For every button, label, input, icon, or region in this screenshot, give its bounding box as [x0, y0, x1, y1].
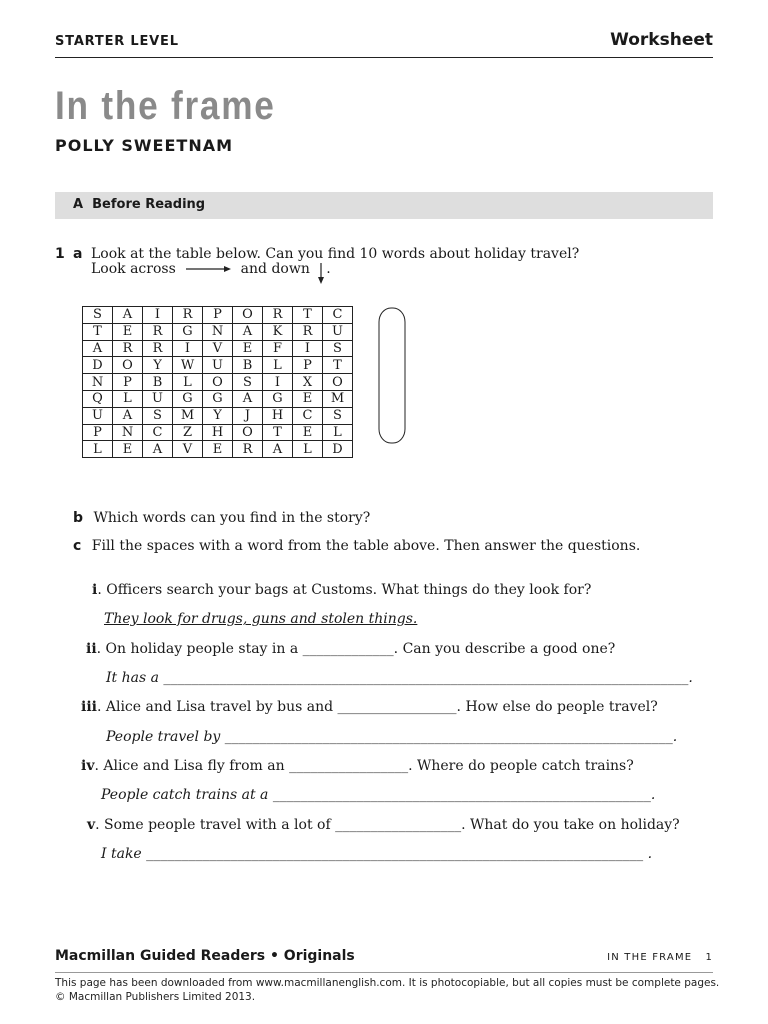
roman-numeral: iii: [81, 699, 97, 715]
grid-cell: N: [113, 424, 143, 441]
grid-cell: S: [83, 307, 113, 324]
grid-cell: E: [113, 323, 143, 340]
grid-cell: G: [173, 390, 203, 407]
subquestion-ii: [86, 641, 615, 657]
footer-title: IN THE FRAME: [607, 952, 693, 963]
subquestion-iv: [81, 758, 634, 774]
grid-cell: S: [143, 407, 173, 424]
grid-cell: I: [143, 307, 173, 324]
grid-cell: Z: [173, 424, 203, 441]
grid-cell: G: [203, 390, 233, 407]
grid-cell: K: [263, 323, 293, 340]
grid-cell: P: [293, 357, 323, 374]
answer-ii: It has a ___________________________________________________________________________.: [106, 670, 693, 686]
sentence-period: .: [326, 261, 331, 277]
grid-cell: N: [83, 374, 113, 391]
grid-cell: G: [263, 390, 293, 407]
grid-row: [83, 424, 353, 441]
grid-cell: L: [263, 357, 293, 374]
author-name: POLLY SWEETNAM: [55, 136, 234, 155]
page-footer: [607, 952, 713, 963]
grid-cell: L: [323, 424, 353, 441]
header-divider: [55, 57, 713, 58]
grid-row: [83, 340, 353, 357]
grid-cell: P: [83, 424, 113, 441]
grid-cell: I: [293, 340, 323, 357]
grid-cell: B: [143, 374, 173, 391]
legal-line-2: © Macmillan Publishers Limited 2013.: [55, 991, 256, 1003]
roman-numeral: v: [87, 817, 96, 833]
arrow-right-icon: [184, 264, 232, 274]
grid-cell: I: [173, 340, 203, 357]
word-search-grid: [82, 306, 353, 458]
grid-cell: Y: [143, 357, 173, 374]
grid-cell: O: [233, 307, 263, 324]
grid-cell: S: [233, 374, 263, 391]
subquestion-text: . On holiday people stay in a _____________. Can you describe a good one?: [96, 641, 616, 657]
part-c-label: c: [73, 538, 82, 554]
grid-cell: X: [293, 374, 323, 391]
grid-cell: W: [173, 357, 203, 374]
down-text: and down: [240, 261, 310, 277]
grid-cell: I: [263, 374, 293, 391]
grid-cell: V: [173, 441, 203, 458]
question-1a-line1: Look at the table below. Can you find 10 words about holiday travel?: [91, 246, 580, 262]
section-letter: A: [73, 197, 84, 212]
grid-cell: O: [233, 424, 263, 441]
grid-row: [83, 374, 353, 391]
grid-cell: R: [173, 307, 203, 324]
grid-cell: R: [143, 323, 173, 340]
section-heading: [73, 197, 205, 212]
subquestion-i: [92, 582, 591, 598]
part-b-text: Which words can you find in the story?: [93, 510, 371, 526]
grid-cell: A: [113, 307, 143, 324]
grid-row: [83, 357, 353, 374]
grid-cell: D: [323, 441, 353, 458]
level-label: STARTER LEVEL: [55, 34, 179, 49]
grid-cell: T: [323, 357, 353, 374]
grid-cell: L: [293, 441, 323, 458]
grid-cell: R: [263, 307, 293, 324]
subquestion-text: . Officers search your bags at Customs. What things do they look for?: [97, 582, 592, 598]
grid-cell: C: [143, 424, 173, 441]
grid-cell: U: [203, 357, 233, 374]
grid-cell: E: [293, 390, 323, 407]
answer-i: They look for drugs, guns and stolen things.: [104, 611, 418, 627]
grid-cell: L: [113, 390, 143, 407]
footer-divider: [55, 972, 713, 973]
grid-cell: O: [203, 374, 233, 391]
grid-cell: G: [173, 323, 203, 340]
grid-cell: H: [263, 407, 293, 424]
grid-cell: U: [83, 407, 113, 424]
subquestion-iii: [81, 699, 658, 715]
legal-line-1: This page has been downloaded from www.macmillanenglish.com. It is photocopiable, but all copies must be complete pages.: [55, 977, 720, 989]
subquestion-v: [87, 817, 680, 833]
grid-cell: E: [203, 441, 233, 458]
grid-cell: A: [83, 340, 113, 357]
grid-cell: A: [233, 323, 263, 340]
grid-cell: R: [113, 340, 143, 357]
grid-cell: A: [233, 390, 263, 407]
grid-cell: F: [263, 340, 293, 357]
question-1a-label: [73, 247, 82, 262]
grid-cell: M: [323, 390, 353, 407]
grid-cell: T: [83, 323, 113, 340]
grid-row: [83, 307, 353, 324]
grid-cell: V: [203, 340, 233, 357]
grid-cell: U: [323, 323, 353, 340]
grid-cell: M: [173, 407, 203, 424]
grid-cell: L: [173, 374, 203, 391]
grid-row: [83, 323, 353, 340]
grid-cell: Y: [203, 407, 233, 424]
across-text: Look across: [91, 261, 176, 277]
question-1b: [73, 511, 370, 526]
grid-cell: B: [233, 357, 263, 374]
grid-cell: L: [83, 441, 113, 458]
worksheet-label: Worksheet: [610, 30, 713, 50]
section-bar: [55, 192, 713, 219]
roman-numeral: ii: [86, 641, 97, 657]
grid-cell: A: [113, 407, 143, 424]
subquestion-text: . Alice and Lisa travel by bus and _________________. How else do people travel?: [96, 699, 658, 715]
grid-row: [83, 441, 353, 458]
roman-numeral: iv: [81, 758, 95, 774]
series-name: Macmillan Guided Readers • Originals: [55, 948, 355, 964]
grid-cell: R: [233, 441, 263, 458]
grid-cell: E: [233, 340, 263, 357]
grid-cell: A: [263, 441, 293, 458]
grid-cell: P: [203, 307, 233, 324]
grid-cell: E: [293, 424, 323, 441]
grid-cell: Q: [83, 390, 113, 407]
section-label: Before Reading: [92, 197, 206, 212]
answer-v: I take _______________________________________________________________________ .: [101, 846, 653, 862]
customs-circle: [377, 306, 409, 446]
grid-cell: N: [203, 323, 233, 340]
subquestion-text: . Alice and Lisa fly from an _________________. Where do people catch trains?: [94, 758, 634, 774]
page-number: 1: [705, 952, 713, 963]
answer-iii: People travel by ________________________________________________________________.: [106, 729, 678, 745]
part-b-label: b: [73, 510, 84, 526]
question-1a-line2: [91, 262, 331, 284]
grid-cell: C: [293, 407, 323, 424]
grid-cell: J: [233, 407, 263, 424]
grid-cell: S: [323, 407, 353, 424]
part-c-text: Fill the spaces with a word from the table above. Then answer the questions.: [91, 538, 641, 554]
grid-cell: U: [143, 390, 173, 407]
part-a-label: a: [73, 246, 83, 262]
question-1c: [73, 539, 640, 554]
page-title: In the frame: [55, 84, 276, 128]
legal-notice: [55, 976, 719, 1004]
grid-row: [83, 390, 353, 407]
question-1: [55, 247, 65, 262]
roman-numeral: i: [92, 582, 98, 598]
grid-cell: C: [323, 307, 353, 324]
grid-cell: R: [293, 323, 323, 340]
grid-cell: A: [143, 441, 173, 458]
answer-iv: People catch trains at a ______________________________________________________.: [101, 787, 656, 803]
grid-cell: P: [113, 374, 143, 391]
grid-cell: T: [263, 424, 293, 441]
grid-cell: O: [113, 357, 143, 374]
grid-cell: D: [83, 357, 113, 374]
grid-cell: E: [113, 441, 143, 458]
grid-cell: S: [323, 340, 353, 357]
grid-cell: O: [323, 374, 353, 391]
arrow-down-icon: [316, 262, 326, 284]
grid-cell: T: [293, 307, 323, 324]
question-number: 1: [55, 246, 65, 262]
grid-row: [83, 407, 353, 424]
grid-cell: R: [143, 340, 173, 357]
subquestion-text: . Some people travel with a lot of __________________. What do you take on holiday?: [95, 817, 680, 833]
grid-cell: H: [203, 424, 233, 441]
